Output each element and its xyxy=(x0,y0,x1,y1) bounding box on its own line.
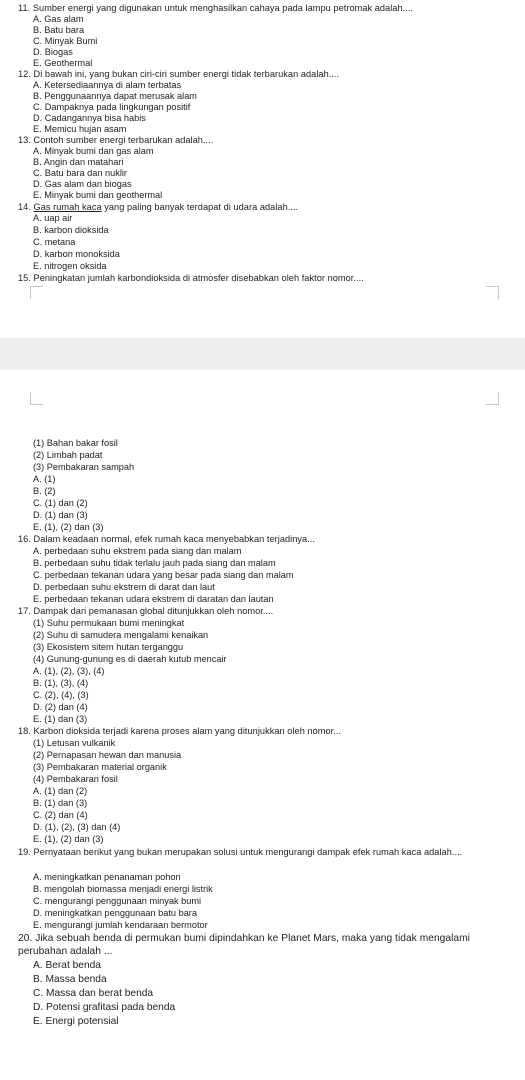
option-13e: E. Minyak bumi dan geothermal xyxy=(33,190,163,200)
crop-mark xyxy=(30,392,43,405)
option-16a: A. perbedaan suhu ekstrem pada siang dan malam xyxy=(33,546,242,556)
option-12a: A. Ketersediaannya di alam terbatas xyxy=(33,80,182,90)
option-17a: A. (1), (2), (3), (4) xyxy=(33,666,105,676)
option-12d: D. Cadangannya bisa habis xyxy=(33,113,146,123)
worksheet-page-top xyxy=(0,0,525,338)
option-17b: B. (1), (3), (4) xyxy=(33,678,89,688)
option-15b: B. (2) xyxy=(33,486,56,496)
crop-mark xyxy=(486,286,499,299)
option-20d: D. Potensi grafitasi pada benda xyxy=(33,1002,176,1013)
option-20e: E. Energi potensial xyxy=(33,1016,119,1027)
question-18: 18. Karbon dioksida terjadi karena proses alam yang ditunjukkan oleh nomor... xyxy=(18,726,342,736)
option-14c: C. metana xyxy=(33,237,76,247)
option-19b: B. mengolah biomassa menjadi energi listrik xyxy=(33,884,213,894)
page-gap xyxy=(0,338,525,370)
option-18a: A. (1) dan (2) xyxy=(33,786,88,796)
option-11c: C. Minyak Bumi xyxy=(33,36,98,46)
crop-mark xyxy=(486,392,499,405)
question-11: 11. Sumber energi yang digunakan untuk menghasilkan cahaya pada lampu petromak adalah.... xyxy=(18,3,414,13)
option-18e: E. (1), (2) dan (3) xyxy=(33,834,104,844)
option-19e: E. mengurangi jumlah kendaraan bermotor xyxy=(33,920,208,930)
option-19a: A. meningkatkan penanaman pohon xyxy=(33,872,181,882)
option-13a: A. Minyak bumi dan gas alam xyxy=(33,146,154,156)
option-13c: C. Batu bara dan nuklir xyxy=(33,168,127,178)
option-18b: B. (1) dan (3) xyxy=(33,798,88,808)
option-14a: A. uap air xyxy=(33,213,73,223)
option-14b: B. karbon dioksida xyxy=(33,225,109,235)
statement-17-1: (1) Suhu permukaan bumi meningkat xyxy=(33,618,185,628)
statement-15-2: (2) Limbah padat xyxy=(33,450,103,460)
underlined-term: Gas rumah kaca xyxy=(33,202,102,212)
option-20c: C. Massa dan berat benda xyxy=(33,988,154,999)
option-20a: A. Berat benda xyxy=(33,960,101,971)
option-16d: D. perbedaan suhu ekstrem di darat dan laut xyxy=(33,582,215,592)
option-14d: D. karbon monoksida xyxy=(33,249,120,259)
statement-18-4: (4) Pembakaran fosil xyxy=(33,774,118,784)
option-14e: E. nitrogen oksida xyxy=(33,261,107,271)
statement-17-3: (3) Ekosistem sitem hutan terganggu xyxy=(33,642,184,652)
question-15: 15. Peningkatan jumlah karbondioksida di atmosfer disebabkan oleh faktor nomor.... xyxy=(18,273,364,283)
option-19c: C. mengurangi penggunaan minyak bumi xyxy=(33,896,202,906)
question-16: 16. Dalam keadaan normal, efek rumah kaca menyebabkan terjadinya... xyxy=(18,534,316,544)
crop-mark xyxy=(30,286,43,299)
option-12e: E. Memicu hujan asam xyxy=(33,124,127,134)
option-11e: E. Geothermal xyxy=(33,58,93,68)
option-15d: D. (1) dan (3) xyxy=(33,510,88,520)
option-17c: C. (2), (4), (3) xyxy=(33,690,89,700)
question-13: 13. Contoh sumber energi terbarukan adalah.... xyxy=(18,135,214,145)
option-15c: C. (1) dan (2) xyxy=(33,498,88,508)
option-13d: D. Gas alam dan biogas xyxy=(33,179,132,189)
option-16c: C. perbedaan tekanan udara yang besar pada siang dan malam xyxy=(33,570,294,580)
option-15a: A. (1) xyxy=(33,474,56,484)
option-17e: E. (1) dan (3) xyxy=(33,714,88,724)
statement-18-1: (1) Letusan vulkanik xyxy=(33,738,116,748)
option-17d: D. (2) dan (4) xyxy=(33,702,88,712)
statement-15-3: (3) Pembakaran sampah xyxy=(33,462,135,472)
question-17: 17. Dampak dari pemanasan global ditunjukkan oleh nomor.... xyxy=(18,606,274,616)
statement-15-1: (1) Bahan bakar fosil xyxy=(33,438,118,448)
statement-17-4: (4) Gunung-gunung es di daerah kutub mencair xyxy=(33,654,227,664)
statement-18-2: (2) Pernapasan hewan dan manusia xyxy=(33,750,182,760)
option-12b: B. Penggunaannya dapat merusak alam xyxy=(33,91,197,101)
option-12c: C. Dampaknya pada lingkungan positif xyxy=(33,102,191,112)
statement-17-2: (2) Suhu di samudera mengalami kenaikan xyxy=(33,630,209,640)
option-18c: C. (2) dan (4) xyxy=(33,810,88,820)
statement-18-3: (3) Pembakaran material organik xyxy=(33,762,167,772)
question-20: 20. Jika sebuah benda di permukan bumi dipindahkan ke Planet Mars, maka yang tidak mengalami perubahan adalah ... xyxy=(18,933,470,957)
option-16b: B. perbedaan suhu tidak terlalu jauh pada siang dan malam xyxy=(33,558,276,568)
option-18d: D. (1), (2), (3) dan (4) xyxy=(33,822,121,832)
option-16e: E. perbedaan tekanan udara ekstrem di daratan dan lautan xyxy=(33,594,274,604)
option-13b: B. Angin dan matahari xyxy=(33,157,124,167)
option-15e: E. (1), (2) dan (3) xyxy=(33,522,104,532)
option-19d: D. meningkatkan penggunaan batu bara xyxy=(33,908,197,918)
question-19: 19. Pernyataan berikut yang bukan merupakan solusi untuk mengurangi dampak efek rumah kaca adalah.... xyxy=(18,847,463,857)
question-12: 12. Di bawah ini, yang bukan ciri-ciri sumber energi tidak terbarukan adalah.... xyxy=(18,69,340,79)
option-11a: A. Gas alam xyxy=(33,14,84,24)
option-11d: D. Biogas xyxy=(33,47,73,57)
option-20b: B. Massa benda xyxy=(33,974,107,985)
question-14: 14. Gas rumah kaca yang paling banyak terdapat di udara adalah.... xyxy=(18,202,299,212)
option-11b: B. Batu bara xyxy=(33,25,85,35)
